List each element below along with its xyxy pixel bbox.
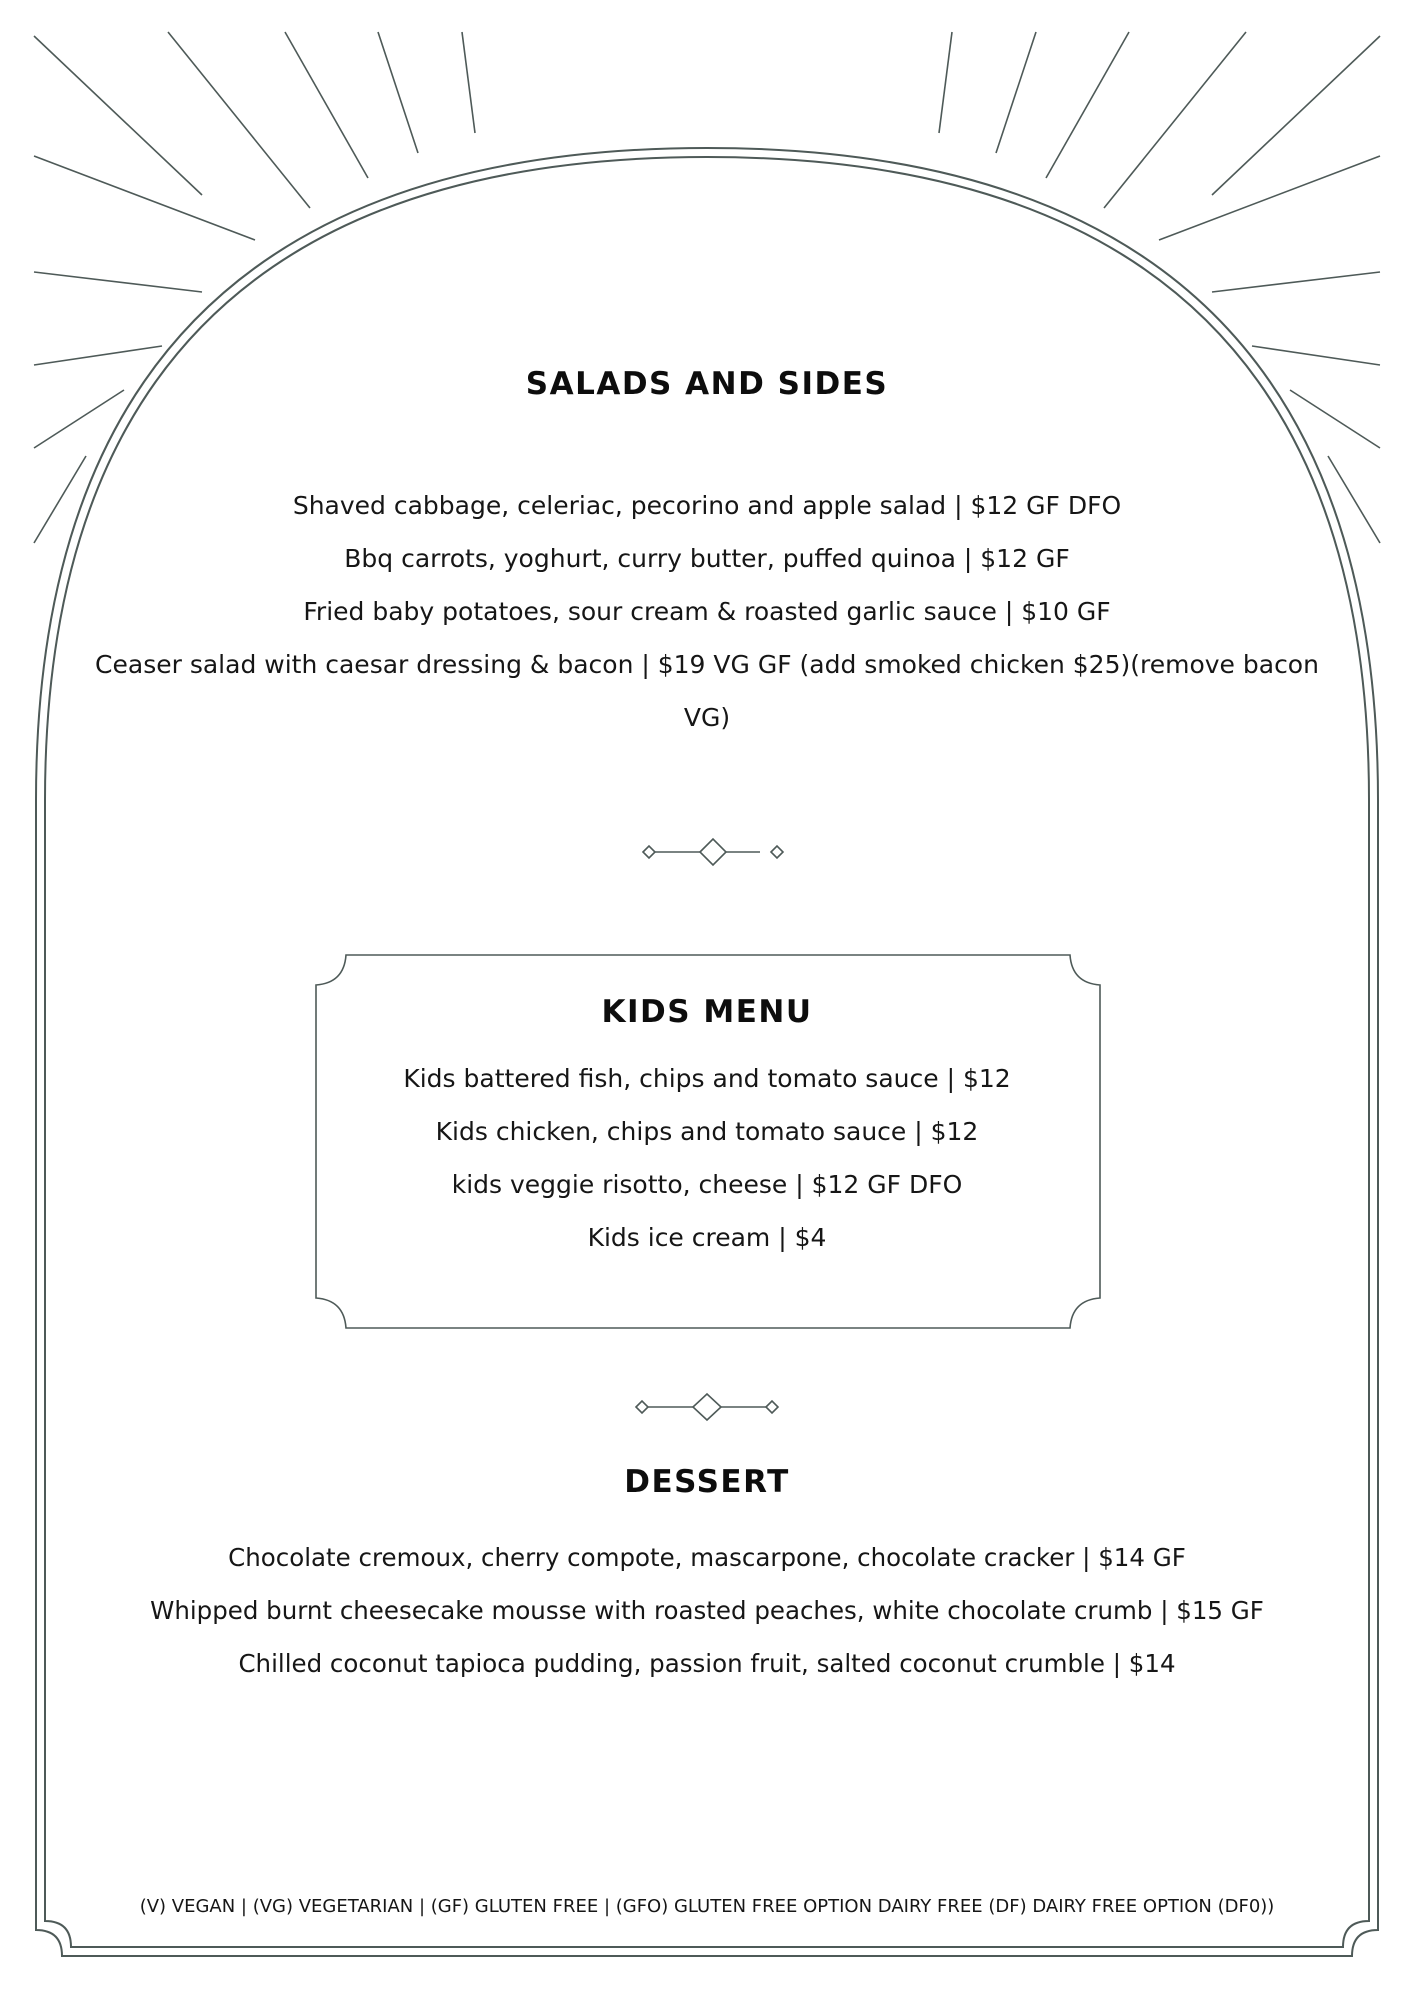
list-item: Chilled coconut tapioca pudding, passion fruit, salted coconut crumble | $14 — [238, 1649, 1176, 1678]
dietary-legend: (V) VEGAN | (VG) VEGETARIAN | (GF) GLUTEN FREE | (GFO) GLUTEN FREE OPTION DAIRY FREE (DF) DAIRY FREE OPTION (DF0)) — [139, 1896, 1275, 1917]
divider-ornament-2 — [636, 1394, 778, 1420]
sunburst-ray — [168, 32, 310, 208]
list-item: Whipped burnt cheesecake mousse with roasted peaches, white chocolate crumb | $15 GF — [150, 1596, 1264, 1625]
dessert-title: DESSERT — [624, 1464, 790, 1500]
sunburst-ray — [378, 32, 418, 153]
list-item: Fried baby potatoes, sour cream & roasted garlic sauce | $10 GF — [303, 597, 1111, 626]
kids-menu-title: KIDS MENU — [601, 994, 813, 1030]
list-item: Chocolate cremoux, cherry compote, mascarpone, chocolate cracker | $14 GF — [228, 1543, 1186, 1572]
sunburst-ray — [1104, 32, 1246, 208]
salads-title: SALADS AND SIDES — [525, 366, 889, 402]
divider-ornament-1 — [643, 839, 783, 865]
sunburst-ray — [939, 32, 952, 133]
sunburst-ray — [1159, 156, 1380, 240]
sunburst-ray — [1212, 36, 1380, 195]
sunburst-ray — [34, 156, 255, 240]
sunburst-ray — [34, 456, 86, 543]
list-item: Kids chicken, chips and tomato sauce | $12 — [435, 1117, 979, 1146]
list-item: Ceaser salad with caesar dressing & bacon | $19 VG GF (add smoked chicken $25)(remove bacon VG) — [95, 650, 1319, 732]
sunburst-rays — [34, 32, 1380, 543]
salads-item-list — [90, 479, 1324, 744]
list-item: Shaved cabbage, celeriac, pecorino and apple salad | $12 GF DFO — [292, 491, 1122, 520]
dessert-item-list — [90, 1531, 1324, 1690]
list-item: Bbq carrots, yoghurt, curry butter, puffed quinoa | $12 GF — [344, 544, 1070, 573]
sunburst-ray — [34, 36, 202, 195]
sunburst-ray — [34, 346, 162, 365]
kids-item-list — [330, 1052, 1084, 1264]
list-item: Kids battered fish, chips and tomato sauce | $12 — [403, 1064, 1011, 1093]
sunburst-ray — [1212, 272, 1380, 292]
sunburst-ray — [1046, 32, 1129, 178]
list-item: Kids ice cream | $4 — [587, 1223, 827, 1252]
sunburst-ray — [34, 272, 202, 292]
sunburst-ray — [1252, 346, 1380, 365]
sunburst-ray — [462, 32, 475, 133]
list-item: kids veggie risotto, cheese | $12 GF DFO — [451, 1170, 963, 1199]
sunburst-ray — [1328, 456, 1380, 543]
sunburst-ray — [996, 32, 1036, 153]
sunburst-ray — [285, 32, 368, 178]
